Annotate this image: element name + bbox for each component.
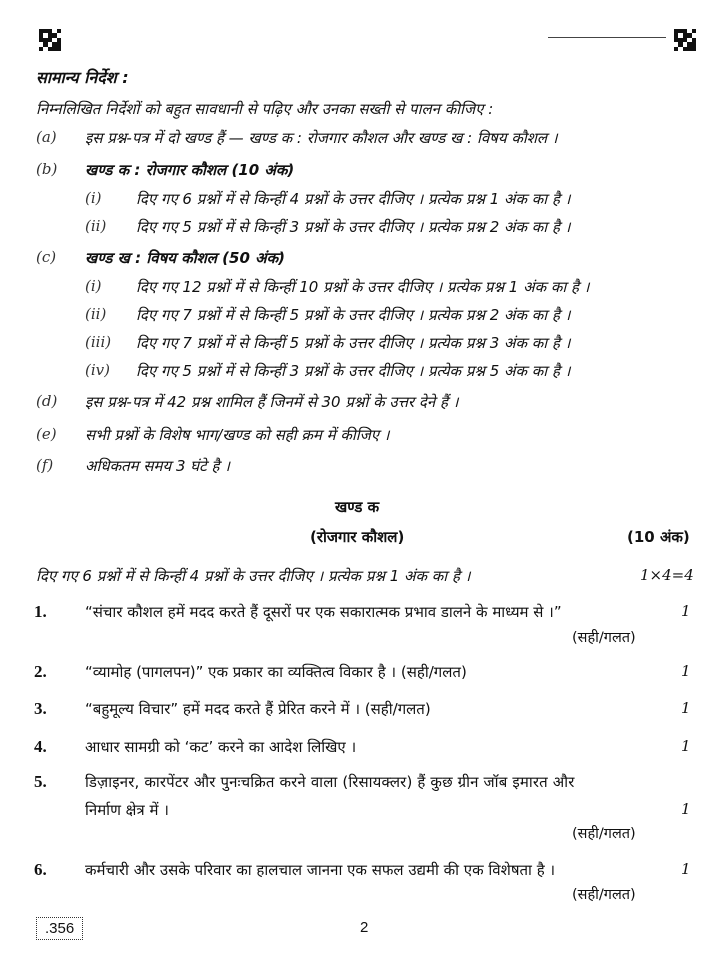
question-mark: 1 bbox=[681, 699, 691, 717]
instruction-label: (a) bbox=[36, 128, 57, 146]
instruction-label: (b) bbox=[36, 160, 58, 178]
question-text: “व्यामोह (पागलपन)” एक प्रकार का व्यक्तित्व विकार है । (सही/गलत) bbox=[85, 663, 467, 681]
section-subtitle: (रोजगार कौशल) bbox=[310, 528, 405, 546]
instruction-text: खण्ड क : रोजगार कौशल (10 अंक) bbox=[85, 161, 295, 179]
instruction-text: दिए गए 7 प्रश्नों में से किन्हीं 5 प्रश्नों के उत्तर दीजिए । प्रत्येक प्रश्न 2 अंक का है । bbox=[136, 306, 571, 324]
instructions-intro: निम्नलिखित निर्देशों को बहुत सावधानी से पढ़िए और उनका सख्ती से पालन कीजिए : bbox=[36, 100, 494, 118]
section-instruction: दिए गए 6 प्रश्नों में से किन्हीं 4 प्रश्नों के उत्तर दीजिए । प्रत्येक प्रश्न 1 अंक का है । bbox=[36, 567, 471, 585]
instruction-text: अधिकतम समय 3 घंटे है । bbox=[85, 457, 230, 475]
instruction-label: (c) bbox=[36, 248, 57, 266]
question-number: 6. bbox=[34, 860, 47, 879]
question-number: 2. bbox=[34, 662, 47, 681]
question-number: 5. bbox=[34, 772, 47, 791]
section-title: खण्ड क bbox=[335, 498, 380, 516]
instruction-label: (d) bbox=[36, 392, 58, 410]
instruction-text: सभी प्रश्नों के विशेष भाग/खण्ड को सही क्रम में कीजिए । bbox=[85, 426, 390, 444]
qr-code-icon bbox=[674, 29, 696, 51]
question-tag: (सही/गलत) bbox=[572, 630, 636, 646]
instruction-sublabel: (iv) bbox=[85, 361, 110, 379]
question-mark: 1 bbox=[681, 602, 691, 620]
instruction-text: दिए गए 6 प्रश्नों में से किन्हीं 4 प्रश्नों के उत्तर दीजिए । प्रत्येक प्रश्न 1 अंक का है । bbox=[136, 190, 571, 208]
page-number: 2 bbox=[360, 919, 369, 936]
instruction-sublabel: (i) bbox=[85, 189, 102, 207]
section-marks: (10 अंक) bbox=[627, 528, 690, 546]
question-tag: (सही/गलत) bbox=[572, 826, 636, 842]
question-text-continued: निर्माण क्षेत्र में । bbox=[85, 801, 169, 819]
question-text: आधार सामग्री को ‘कट’ करने का आदेश लिखिए । bbox=[85, 738, 357, 756]
question-mark: 1 bbox=[681, 662, 691, 680]
question-tag: (सही/गलत) bbox=[572, 887, 636, 903]
question-text: डिज़ाइनर, कारपेंटर और पुनःचक्रित करने वाला (रिसायक्लर) हैं कुछ ग्रीन जॉब इमारत और bbox=[85, 773, 575, 791]
instruction-sublabel: (i) bbox=[85, 277, 102, 295]
instruction-label: (f) bbox=[36, 456, 54, 474]
question-number: 4. bbox=[34, 737, 47, 756]
question-mark: 1 bbox=[681, 737, 691, 755]
instruction-label: (e) bbox=[36, 425, 57, 443]
page-title: सामान्य निर्देश : bbox=[36, 68, 129, 87]
question-number: 3. bbox=[34, 699, 47, 718]
question-mark: 1 bbox=[681, 800, 691, 818]
question-mark: 1 bbox=[681, 860, 691, 878]
paper-code: .356 bbox=[36, 917, 83, 940]
instruction-sublabel: (iii) bbox=[85, 333, 112, 351]
instruction-text: दिए गए 7 प्रश्नों में से किन्हीं 5 प्रश्नों के उत्तर दीजिए । प्रत्येक प्रश्न 3 अंक का है । bbox=[136, 334, 571, 352]
qr-code-icon bbox=[39, 29, 61, 51]
instruction-text: दिए गए 5 प्रश्नों में से किन्हीं 3 प्रश्नों के उत्तर दीजिए । प्रत्येक प्रश्न 2 अंक का है । bbox=[136, 218, 571, 236]
instruction-text: इस प्रश्न-पत्र में 42 प्रश्न शामिल हैं जिनमें से 30 प्रश्नों के उत्तर देने हैं । bbox=[85, 393, 459, 411]
instruction-text: दिए गए 12 प्रश्नों में से किन्हीं 10 प्रश्नों के उत्तर दीजिए । प्रत्येक प्रश्न 1 अंक का है । bbox=[136, 278, 590, 296]
header-dash-line bbox=[548, 37, 666, 38]
instruction-sublabel: (ii) bbox=[85, 217, 107, 235]
marks-formula: 1×4=4 bbox=[640, 566, 694, 584]
instruction-text: दिए गए 5 प्रश्नों में से किन्हीं 3 प्रश्नों के उत्तर दीजिए । प्रत्येक प्रश्न 5 अंक का है । bbox=[136, 362, 571, 380]
question-text: “संचार कौशल हमें मदद करते हैं दूसरों पर एक सकारात्मक प्रभाव डालने के माध्यम से ।” bbox=[85, 603, 562, 621]
instruction-sublabel: (ii) bbox=[85, 305, 107, 323]
instruction-text: इस प्रश्न-पत्र में दो खण्ड हैं — खण्ड क : रोजगार कौशल और खण्ड ख : विषय कौशल । bbox=[85, 129, 558, 147]
question-text: कर्मचारी और उसके परिवार का हालचाल जानना एक सफल उद्यमी की एक विशेषता है । bbox=[85, 861, 556, 879]
question-text: “बहुमूल्य विचार” हमें मदद करते हैं प्रेरित करने में । (सही/गलत) bbox=[85, 700, 431, 718]
question-number: 1. bbox=[34, 602, 47, 621]
instruction-text: खण्ड ख : विषय कौशल (50 अंक) bbox=[85, 249, 285, 267]
